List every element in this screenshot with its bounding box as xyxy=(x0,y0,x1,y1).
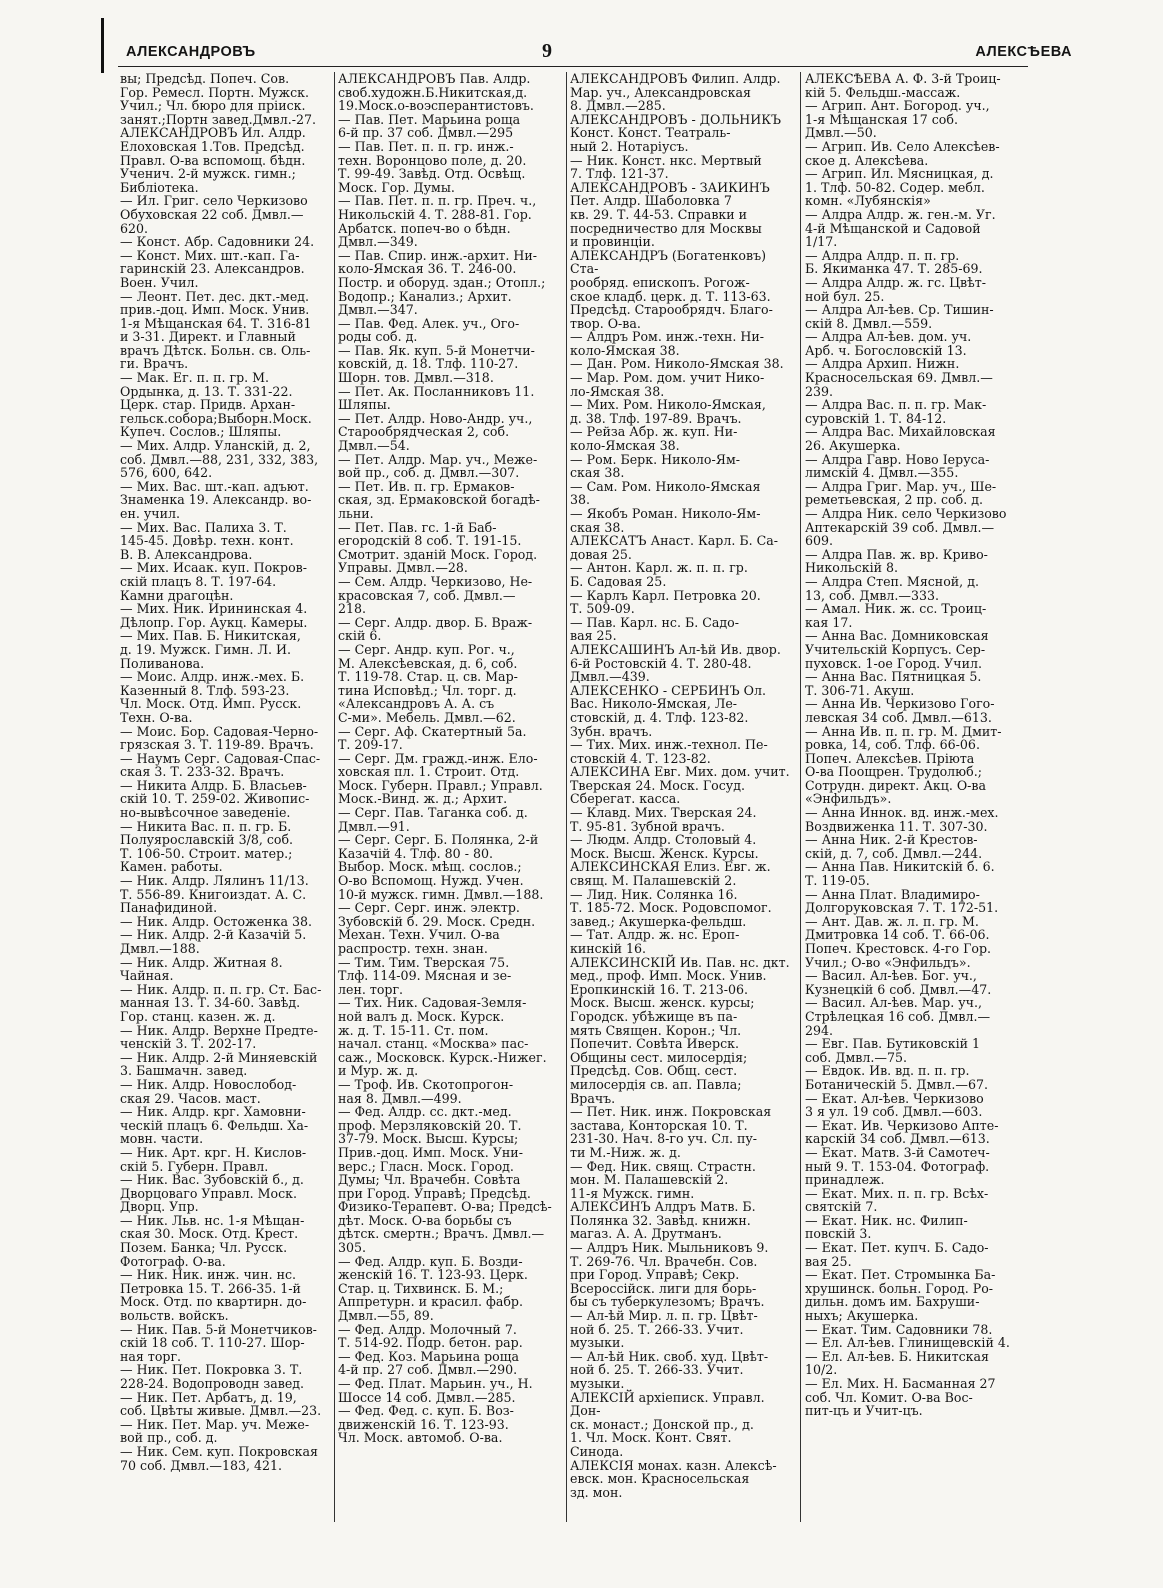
column-2-text: АЛЕКСАНДРОВЪ Пав. Алдр. своб.художн.Б.Никитская,д. 19.Моск.о-воэсперантистовъ. — Пав. Пет. Марьина роща 6-й пр. 37 соб. Дмвл.—295 — Пав. Пет. п. п. гр. инж.- техн. Воронцово поле, д. 20. Т. 99-49. Завѣд. Отд. Освѣщ. Моск. Гор. Думы. — Пав. Пет. п. п. гр. Преч. ч., Никольскiй 4. Т. 288-81. Гор. Арбатск. попеч-во о бѣдн. Дмвл.—349. — Пав. Спир. инж.-архит. Ни- коло-Ямская 36. Т. 246-00. Постр. и оборуд. здан.; Отопл.; Водопр.; Канализ.; Архит. Дмвл.—347. — Пав. Фед. Алек. уч., Ого- роды соб. д. — Пав. Як. куп. 5-й Монетчи- ковскiй, д. 18. Тлф. 110-27. Шорн. тов. Дмвл.—318. — Пет. Ак. Посланниковъ 11. Шляпы. — Пет. Алдр. Ново-Андр. уч., Старообрядческая 2, соб. Дмвл.—54. — Пет. Алдр. Мар. уч., Меже- вой пр., соб. д. Дмвл.—307. — Пет. Ив. п. гр. Ермаков- ская, зд. Ермаковской богадѣ- льни. — Пет. Пав. гс. 1-й Баб- егородскiй 8 соб. Т. 191-15. Смотрит. зданiй Моск. Город. Управы. Дмвл.—28. — Сем. Алдр. Черкизово, Не- красовская 7, соб. Дмвл.— 218. — Серг. Алдр. двор. Б. Враж- скiй 6. — Серг. Андр. куп. Рог. ч., М. Алексѣевская, д. 6, соб. Т. 119-78. Стар. ц. св. Мар- тина Исповѣд.; Чл. торг. д. «Александровъ А. А. съ С-ми». Мебель. Дмвл.—62. — Серг. Аф. Скатертный 5а. Т. 209-17. — Серг. Дм. гражд.-инж. Ело- ховская пл. 1. Строит. Отд. Моск. Губерн. Правл.; Управл. Моск.-Винд. ж. д.; Архит. — Серг. Пав. Таганка соб. д. Дмвл.—91. — Серг. Серг. Б. Полянка, 2-й Казачiй 4. Тлф. 80 - 80. Выбор. Моск. мѣщ. сослов.; О-во Вспомощ. Нужд. Учен. 10-й мужск. гимн. Дмвл.—188. — Серг. Серг. инж. электр. Зубовскiй б. 29. Моск. Средн. Механ. Техн. Учил. О-ва распростр. техн. знан. — Тим. Тим. Тверская 75. Тлф. 114-09. Мясная и зе- лен. торг. — Тих. Ник. Садовая-Земля- ной валъ д. Моск. Курск. ж. д. Т. 15-11. Ст. пом. начал. станц. «Москва» пас- саж., Московск. Курск.-Нижег. и Мур. ж. д. — Троф. Ив. Скотопрогон- ная 8. Дмвл.—499. — Фед. Алдр. сс. дкт.-мед. проф. Мерзляковскiй 20. Т. 37-79. Моск. Высш. Курсы; Прив.-доц. Имп. Моск. Уни- верс.; Гласн. Моск. Город. Думы; Чл. Врачебн. Совѣта при Город. Управѣ; Предсѣд. Физико-Терапевт. О-ва; Предсѣ- дѣт. Моск. О-ва борьбы съ дѣтск. смертн.; Врачъ. Дмвл.— 305. — Фед. Алдр. куп. Б. Возди- женскiй 16. Т. 123-93. Церк. Стар. ц. Тихвинск. Б. М.; Аппретурн. и красил. фабр. Дмвл.—55, 89. — Фед. Алдр. Молочный 7. Т. 514-92. Подр. бетон. рар. — Фед. Коз. Марьина роща 4-й пр. 27 соб. Дмвл.—290. — Фед. Плат. Марьин. уч., Н. Шоссе 14 соб. Дмвл.—285. — Фед. Фед. с. куп. Б. Воз- движенскiй 16. Т. 123-93. Чл. Моск. автомоб. О-ва. xyxy=(338,72,552,1446)
header-left-word: АЛЕКСАНДРОВЪ xyxy=(126,44,256,60)
page-number: 9 xyxy=(542,40,552,62)
running-header xyxy=(112,40,1072,62)
column-4-text: АЛЕКСѢЕВА А. Ф. 3-й Троиц- кiй 5. Фельдш.-массаж. — Агрип. Ант. Богород. уч., 1-я Мѣщанская 17 соб. Дмвл.—50. — Агрип. Ив. Село Алексѣев- ское д. Алексѣева. — Агрип. Ил. Мясницкая, д. 1. Тлф. 50-82. Содер. мебл. комн. «Лубянскiя» — Алдра Алдр. ж. ген.-м. Уг. 4-й Мѣщанской и Садовой 1/17. — Алдра Алдр. п. п. гр. Б. Якиманка 47. Т. 285-69. — Алдра Алдр. ж. гс. Цвѣт- ной бул. 25. — Алдра Ал-ѣев. Ср. Тишин- скiй 8. Дмвл.—559. — Алдра Ал-ѣев. дом. уч. Арб. ч. Богословскiй 13. — Алдра Архип. Нижн. Красносельская 69. Дмвл.— 239. — Алдра Вас. п. п. гр. Мак- суровскiй 1. Т. 84-12. — Алдра Вас. Михайловская 26. Акушерка. — Алдра Гавр. Ново Iеруса- лимскiй 4. Дмвл.—355. — Алдра Григ. Мар. уч., Ше- реметьевская, 2 пр. соб. д. — Алдра Ник. село Черкизово Аптекарскiй 39 соб. Дмвл.— 609. — Алдра Пав. ж. вр. Криво- Никольскiй 8. — Алдра Степ. Мясной, д. 13, соб. Дмвл.—333. — Амал. Ник. ж. сс. Троиц- кая 17. — Анна Вас. Домниковская Учительскiй Корпусъ. Сер- пуховск. 1-ое Город. Учил. — Анна Вас. Пятницкая 5. Т. 306-71. Акуш. — Анна Ив. Черкизово Гого- левская 34 соб. Дмвл.—613. — Анна Ив. п. п. гр. М. Дмит- ровка, 14, соб. Тлф. 66-06. Попеч. Алексѣев. Прiюта О-ва Поощрен. Трудолюб.; Сотрудн. директ. Акц. О-ва «Энфильдъ». — Анна Иннок. вд. инж.-мех. Воздвиженка 11. Т. 307-30. — Анна Ник. 2-й Крестов- скiй, д. 7, соб. Дмвл.—244. — Анна Пав. Никитскiй б. 6. Т. 119-05. — Анна Плат. Владимиро- Долгоруковская 7. Т. 172-51. — Ант. Дав. ж. л. п. гр. М. Дмитровка 14 соб. Т. 66-06. Попеч. Крестовск. 4-го Гор. Учил.; О-во «Энфильдъ». — Васил. Ал-ѣев. Бог. уч., Кузнецкiй 6 соб. Дмвл.—47. — Васил. Ал-ѣев. Мар. уч., Стрѣлецкая 16 соб. Дмвл.— 294. — Евг. Пав. Бутиковскiй 1 соб. Дмвл.—75. — Евдок. Ив. вд. п. п. гр. Ботаническiй 5. Дмвл.—67. — Екат. Ал-ѣев. Черкизово 3 я ул. 19 соб. Дмвл.—603. — Екат. Ив. Черкизово Апте- карскiй 34 соб. Дмвл.—613. — Екат. Матв. 3-й Самотеч- ный 9. Т. 153-04. Фотограф. принадлеж. — Екат. Мих. п. п. гр. Всѣх- святскiй 7. — Екат. Ник. нс. Филип- повскiй 3. — Екат. Пет. купч. Б. Садо- вая 25. — Екат. Пет. Стромынка Ба- хрушинск. больн. Город. Ро- дильн. домъ им. Бахруши- ныхъ; Акушерка. — Екат. Тим. Садовники 78. — Ел. Ал-ѣев. Глинищевскiй 4. — Ел. Ал-ѣев. Б. Никитская 10/2. — Ел. Мих. Н. Басманная 27 соб. Чл. Комит. О-ва Вос- пит-цъ и Учит-цъ. xyxy=(805,72,1010,1419)
column-1-text: вы; Предсѣд. Попеч. Сов. Гор. Ремесл. Портн. Мужск. Учил.; Чл. бюро для пріиск. занят.;Портн завед.Дмвл.-27. АЛЕКСАНДРОВЪ Ил. Алдр. Елоховская 1.Тов. Предсѣд. Правл. О-ва вспомощ. бѣдн. Ученич. 2-й мужск. гимн.; Библiотека. — Ил. Григ. село Черкизово Обуховская 22 соб. Дмвл.— 620. — Конст. Абр. Садовники 24. — Конст. Мих. шт.-кап. Га- гаринскiй 23. Александров. Воен. Учил. — Леонт. Пет. дес. дкт.-мед. прив.-доц. Имп. Моск. Унив. 1-я Мѣщанская 64. Т. 316-81 и 3-31. Директ. и Главный врачъ Дѣтск. Больн. св. Оль- ги. Врачъ. — Мак. Ег. п. п. гр. М. Ордынка, д. 13. Т. 331-22. Церк. стар. Придв. Архан- гельск.собора;Выборн.Моск. Купеч. Сослов.; Шляпы. — Мих. Алдр. Уланскiй, д. 2, соб. Дмвл.—88, 231, 332, 383, 576, 600, 642. — Мих. Вас. шт.-кап. адъют. Знаменка 19. Александр. во- ен. учил. — Мих. Вас. Палиха 3. Т. 145-45. Довѣр. техн. конт. В. В. Александрова. — Мих. Исаак. куп. Покров- скiй плацъ 8. Т. 197-64. Камни драгоцѣн. — Мих. Ник. Ирининская 4. Дѣлопр. Гор. Аукц. Камеры. — Мих. Пав. Б. Никитская, д. 19. Мужск. Гимн. Л. И. Поливанова. — Моис. Алдр. инж.-мех. Б. Казенный 8. Тлф. 593-23. Чл. Моск. Отд. Имп. Русск. Техн. О-ва. — Моис. Бор. Садовая-Черно- грязская 3. Т. 119-89. Врачъ. — Наумъ Серг. Садовая-Спас- ская 3. Т. 233-32. Врачъ. — Никита Алдр. Б. Власьев- скiй 10. Т. 259-02. Живопис- но-вывѣсочное заведенiе. — Никита Вас. п. п. гр. Б. Полуярославскiй 3/8, соб. Т. 106-50. Строит. матер.; Камен. работы. — Ник. Алдр. Лялинъ 11/13. Т. 556-89. Книгоиздат. А. С. Панафидиной. — Ник. Алдр. Остоженка 38. — Ник. Алдр. 2-й Казачiй 5. Дмвл.—188. — Ник. Алдр. Житная 8. Чайная. — Ник. Алдр. п. п. гр. Ст. Бас- манная 13. Т. 34-60. Завѣд. Гор. станц. казен. ж. д. — Ник. Алдр. Верхне Предте- ченскiй 3. Т. 202-17. — Ник. Алдр. 2-й Миняевскiй 3. Башмачн. завед. — Ник. Алдр. Новослобод- ская 29. Часов. маст. — Ник. Алдр. крг. Хамовни- ческiй плацъ 6. Фельдш. Ха- мовн. части. — Ник. Арт. крг. Н. Кислов- скiй 5. Губерн. Правл. — Ник. Вас. Зубовскiй б., д. Дворцоваго Управл. Моск. Дворц. Упр. — Ник. Льв. нс. 1-я Мѣщан- ская 30. Моск. Отд. Крест. Позем. Банка; Чл. Русск. Фотограф. О-ва. — Ник. Ник. инж. чин. нс. Петровка 15. Т. 266-35. 1-й Моск. Отд. по квартирн. до- вольств. войскъ. — Ник. Пав. 5-й Монетчиков- скiй 18 соб. Т. 110-27. Шор- ная торг. — Ник. Пет. Покровка 3. Т. 228-24. Водопроводн завед. — Ник. Пет. Арбатъ, д. 19, соб. Цвѣты живые. Дмвл.—23. — Ник. Пет. Мар. уч. Меже- вой пр., соб. д. — Ник. Сем. куп. Покровская 70 соб. Дмвл.—183, 421. xyxy=(120,72,322,1473)
column-2 xyxy=(338,72,563,1582)
header-rule xyxy=(118,66,1028,67)
column-divider xyxy=(800,72,801,1522)
column-3-text: АЛЕКСАНДРОВЪ Филип. Алдр. Мар. уч., Александровская 8. Дмвл.—285. АЛЕКСАНДРОВЪ - ДОЛЬНИКЪ Конст. Конст. Театраль- ный 2. Нотарiусъ. — Ник. Конст. нкс. Мертвый 7. Тлф. 121-37. АЛЕКСАНДРОВЪ - ЗАИКИНЪ Пет. Алдр. Шаболовка 7 кв. 29. Т. 44-53. Справки и посредничество для Москвы и провинцiи. АЛЕКСАНДРЪ (Богатенковъ) Ста- рообряд. епископъ. Рогож- ское кладб. церк. д. Т. 113-63. Предсѣд. Старообрядч. Благо- твор. О-ва. — Алдръ Ром. инж.-техн. Ни- коло-Ямская 38. — Дан. Ром. Николо-Ямская 38. — Мар. Ром. дом. учит Нико- ло-Ямская 38. — Мих. Ром. Николо-Ямская, д. 38. Тлф. 197-89. Врачъ. — Рейза Абр. ж. куп. Ни- коло-Ямская 38. — Ром. Берк. Николо-Ям- ская 38. — Сам. Ром. Николо-Ямская 38. — Якобъ Роман. Николо-Ям- ская 38. АЛЕКСАТЪ Анаст. Карл. Б. Са- довая 25. — Антон. Карл. ж. п. п. гр. Б. Садовая 25. — Карлъ Карл. Петровка 20. Т. 509-09. — Пав. Карл. нс. Б. Садо- вая 25. АЛЕКСАШИНЪ Ал-ѣй Ив. двор. 6-й Ростовскiй 4. Т. 280-48. Дмвл.—439. АЛЕКСЕНКО - СЕРБИНЪ Ол. Вас. Николо-Ямская, Ле- стовскiй, д. 4. Тлф. 123-82. Зубн. врачъ. — Тих. Мих. инж.-технол. Пе- стовскiй 4. Т. 123-82. АЛЕКСИНА Евг. Мих. дом. учит. Тверская 24. Моск. Госуд. Сберегат. касса. — Клавд. Мих. Тверская 24. Т. 95-81. Зубной врачъ. — Людм. Алдр. Столовый 4. Моск. Высш. Женск. Курсы. АЛЕКСИНСКАЯ Елиз. Евг. ж. свящ. М. Палашевскiй 2. — Лид. Ник. Солянка 16. Т. 185-72. Моск. Родовспомог. завед.; Акушерка-фельдш. — Тат. Алдр. ж. нс. Ероп- кинскiй 16. АЛЕКСИНСКIЙ Ив. Пав. нс. дкт. мед., проф. Имп. Моск. Унив. Еропкинскiй 16. Т. 213-06. Моск. Высш. женск. курсы; Городск. убѣжище въ па- мять Священ. Корон.; Чл. Попечит. Совѣта Иверск. Общины сест. милосердiя; Предсѣд. Сов. Общ. сест. милосердiя св. ап. Павла; Врачъ. — Пет. Ник. инж. Покровская застава, Конторская 10. Т. 231-30. Нач. 8-го уч. Сл. пу- ти М.-Ниж. ж. д. — Фед. Ник. свящ. Страстн. мон. М. Палашевскiй 2. 11-я Мужск. гимн. АЛЕКСИНЪ Алдръ Матв. Б. Полянка 32. Завѣд. книжн. магаз. А. А. Друтманъ. — Алдръ Ник. Мыльниковъ 9. Т. 269-76. Чл. Врачебн. Сов. при Город. Управѣ; Секр. Всероссiйск. лиги для борь- бы съ туберкулезомъ; Врачъ. — Ал-ѣй Мир. л. п. гр. Цвѣт- ной б. 25. Т. 266-33. Учит. музыки. — Ал-ѣй Ник. своб. худ. Цвѣт- ной б. 25. Т. 266-33. Учит. музыки. АЛЕКСIЙ архiеписк. Управл. Дон- ск. монаст.; Донской пр., д. 1. Чл. Моск. Конт. Свят. Синода. АЛЕКСIЯ монах. казн. Алексѣ- евск. мон. Красносельская зд. мон. xyxy=(570,72,790,1500)
column-divider xyxy=(334,72,335,1522)
column-4 xyxy=(805,72,1033,1582)
header-right-word: АЛЕКСѢЕВА xyxy=(975,44,1072,60)
column-3 xyxy=(570,72,795,1582)
left-margin-rule xyxy=(101,18,104,73)
column-1 xyxy=(120,72,332,1582)
column-divider xyxy=(566,72,567,1522)
